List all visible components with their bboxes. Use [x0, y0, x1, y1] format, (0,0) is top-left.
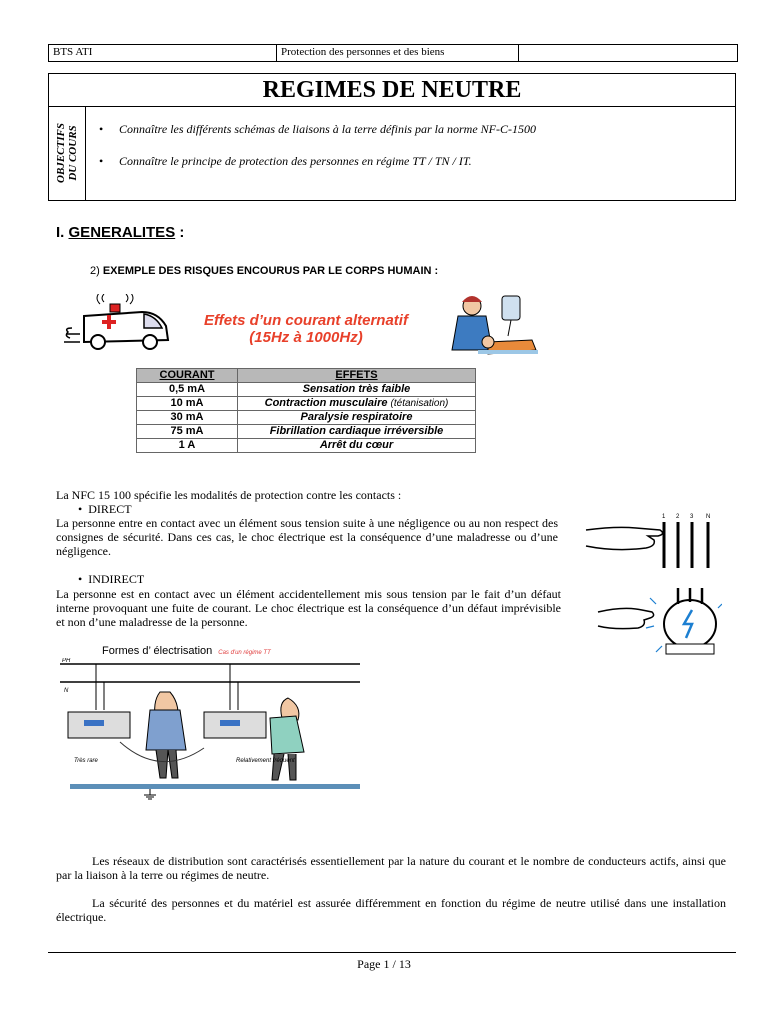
electrisation-diagram: [60, 658, 360, 800]
indirect-contact-icon: [596, 586, 722, 658]
ambulance-icon: [62, 294, 174, 352]
table-header-row: [137, 369, 476, 383]
header-course: BTS ATI: [49, 45, 277, 61]
objective-item: • Connaître le principe de protection des personnes en régime TT / TN / IT.: [119, 154, 536, 169]
header-subject: Protection des personnes et des biens: [277, 45, 519, 61]
phase-label: 2: [676, 514, 680, 520]
objective-item: • Connaître les différents schémas de liaisons à la terre définis par la norme NF-C-1500: [119, 122, 536, 137]
table-row: 10 mA Contraction musculaire (tétanisation): [137, 397, 476, 411]
section-heading: I. GENERALITES :: [56, 224, 185, 241]
column-header-current: COURANT: [137, 369, 238, 383]
right-caption: Relativement fréquent: [236, 758, 295, 764]
objectives-label: OBJECTIFS DU COURS: [55, 123, 79, 183]
table-note: (tétanisation): [390, 398, 449, 409]
paragraph-security: La sécurité des personnes et du matériel est assurée différemment en fonction du régime de neutre utilisé dans une installation électrique.: [56, 896, 726, 924]
ph-label: PH: [62, 658, 71, 664]
medical-care-icon: [448, 292, 540, 358]
direct-contact-icon: [584, 508, 724, 570]
phase-label: 1: [662, 514, 666, 520]
table-row: 0,5 mA Sensation très faible: [137, 383, 476, 397]
indirect-label: • INDIRECT: [78, 572, 145, 586]
header-table: [48, 44, 738, 62]
column-header-effects: EFFETS: [238, 369, 476, 383]
page-number: Page 1 / 13: [357, 957, 411, 971]
header-blank: [519, 45, 735, 61]
effects-banner-line2: (15Hz à 1000Hz): [249, 329, 363, 346]
objectives-label-column: [49, 107, 86, 200]
direct-text: La personne entre en contact avec un élément sous tension suite à une négligence ou au non respect des consignes de sécurité. Dans ces cas, le choc électrique est la conséquence d’une maladresse ou d’une négligence.: [56, 516, 558, 558]
contacts-intro: La NFC 15 100 spécifie les modalités de protection contre les contacts :: [56, 488, 402, 502]
footer-divider: [48, 952, 736, 953]
electrisation-title: Formes d’ électrisation Cas d'un régime TT: [102, 645, 271, 657]
paragraph-networks: Les réseaux de distribution sont caractérisés essentiellement par la nature du courant et le nombre de conducteurs actifs, ainsi que par la liaison à la terre ou régimes de neutre.: [56, 854, 726, 882]
indirect-text: La personne est en contact avec un élément accidentellement mis sous tension par le fait d’un défaut interne provoquant une fuite de courant. Le choc électrique est la conséquence d’un défaut imprévisible et non d’une maladresse de la personne.: [56, 587, 561, 629]
effects-banner-line1: Effets d’un courant alternatif: [204, 312, 408, 329]
phase-label: 3: [690, 514, 694, 520]
left-caption: Très rare: [74, 758, 98, 764]
current-effects-table: [136, 368, 476, 453]
table-row: 1 A Arrêt du cœur: [137, 439, 476, 453]
phase-label: N: [706, 514, 711, 520]
objectives-list: [119, 122, 536, 186]
page-title: REGIMES DE NEUTRE: [49, 74, 735, 107]
title-box: [48, 73, 736, 201]
n-label: N: [64, 688, 69, 694]
direct-label: • DIRECT: [78, 502, 132, 516]
table-row: 75 mA Fibrillation cardiaque irréversible: [137, 425, 476, 439]
effects-banner: [196, 312, 416, 346]
table-row: 30 mA Paralysie respiratoire: [137, 411, 476, 425]
subsection-heading: 2) EXEMPLE DES RISQUES ENCOURUS PAR LE CORPS HUMAIN :: [90, 265, 439, 277]
